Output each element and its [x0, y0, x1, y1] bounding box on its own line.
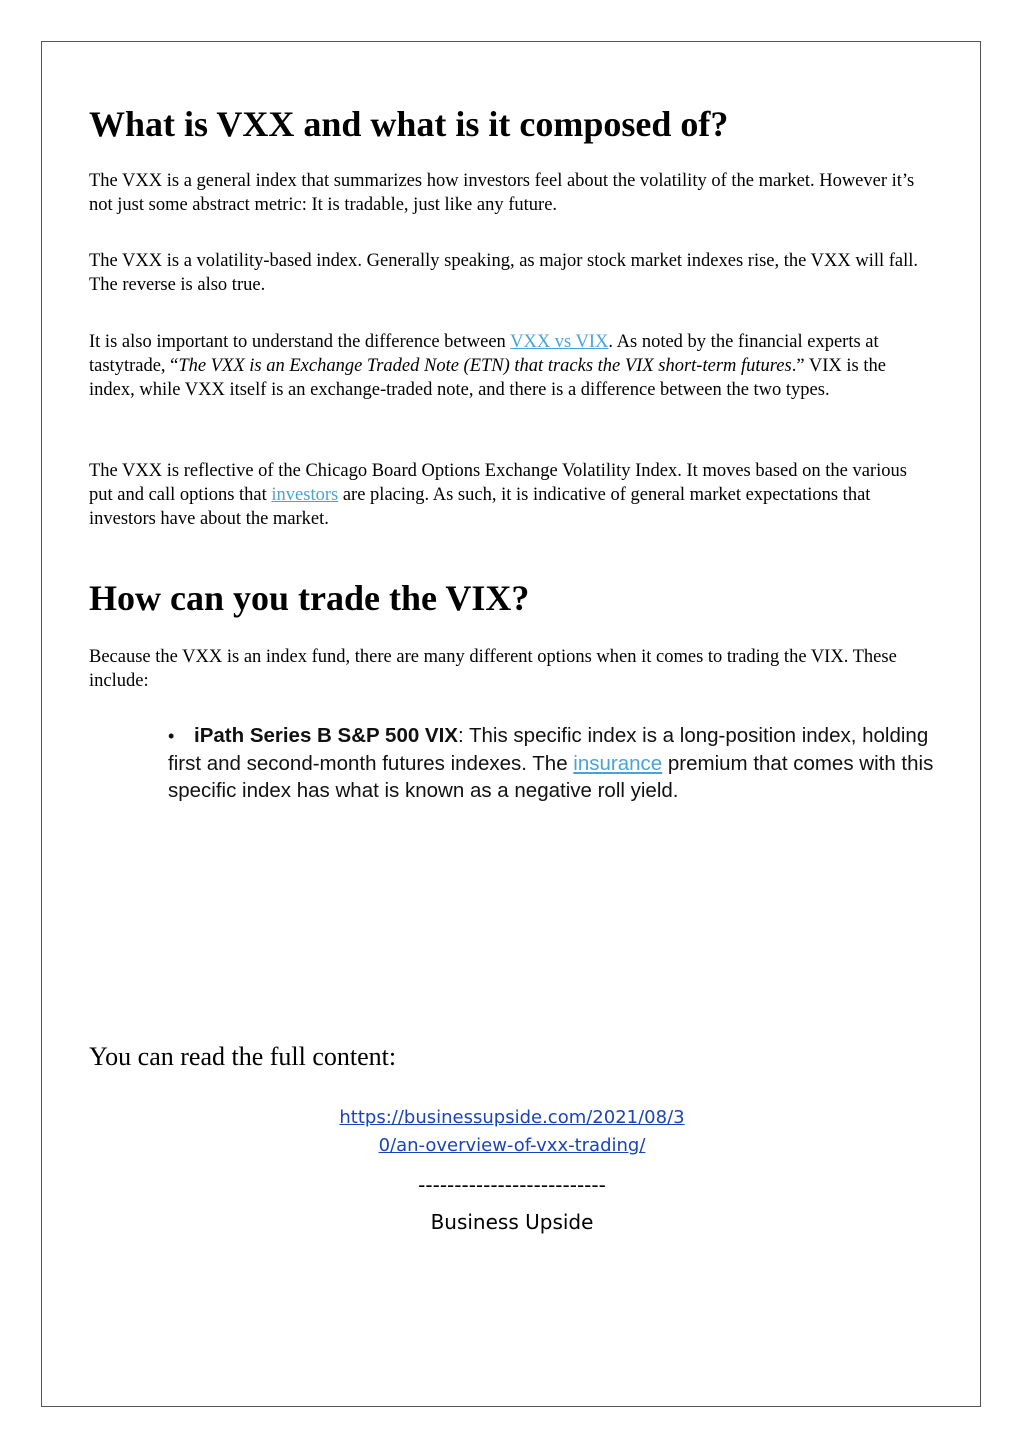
paragraph-vxx-vs-vix: [89, 330, 929, 402]
paragraph-vxx-volatility: The VXX is a volatility-based index. Generally speaking, as major stock market indexes rise, the VXX will fall. The reverse is also true.: [89, 251, 919, 295]
text-segment: It is also important to understand the difference between: [89, 332, 511, 352]
text-segment: : This specific index is a long-position index, holding first and second-month futures indexes. The: [168, 724, 929, 775]
text-segment: premium that comes with this specific index has what is known as a negative roll yield.: [168, 752, 934, 802]
vxx-vs-vix-link[interactable]: VXX vs VIX: [510, 332, 609, 352]
source-link-block: [42, 1104, 982, 1160]
paragraph-vxx-general: The VXX is a general index that summarizes how investors feel about the volatility of the market. However it’s not just some abstract metric: It is tradable, just like any future.: [89, 171, 915, 215]
section-heading-vxx: What is VXX and what is it composed of?: [89, 104, 729, 144]
source-url-line-1[interactable]: https://businessupside.com/2021/08/3: [339, 1107, 685, 1128]
insurance-link[interactable]: insurance: [573, 752, 663, 775]
document-page: [41, 41, 981, 1407]
investors-link[interactable]: investors: [271, 485, 339, 505]
bullet-marker: •: [168, 726, 175, 746]
paragraph-trade-options: Because the VXX is an index fund, there are many different options when it comes to trading the VIX. These include:: [89, 647, 897, 691]
list-item-title: iPath Series B S&P 500 VIX: [194, 724, 458, 747]
section-heading-trade-vix: How can you trade the VIX?: [89, 578, 530, 618]
brand-name: Business Upside: [430, 1210, 594, 1234]
divider-dashes: --------------------------: [418, 1173, 606, 1197]
paragraph-vxx-cboe: [89, 459, 929, 531]
read-full-content-label: You can read the full content:: [89, 1042, 397, 1071]
source-url-line-2[interactable]: 0/an-overview-of-vxx-trading/: [378, 1135, 646, 1156]
tastytrade-quote: The VXX is an Exchange Traded Note (ETN) that tracks the VIX short-term futures: [178, 356, 792, 376]
text-segment: are placing. As such, it is indicative of general market expectations that investors have about the market.: [89, 485, 871, 529]
list-item: [168, 722, 938, 804]
text-segment: . As noted by the financial experts at tastytrade, “: [89, 332, 879, 376]
text-segment: The VXX is reflective of the Chicago Board Options Exchange Volatility Index. It moves based on the various put and call options that: [89, 461, 907, 505]
text-segment: .” VIX is the index, while VXX itself is an exchange-traded note, and there is a difference between the two types.: [89, 356, 886, 400]
